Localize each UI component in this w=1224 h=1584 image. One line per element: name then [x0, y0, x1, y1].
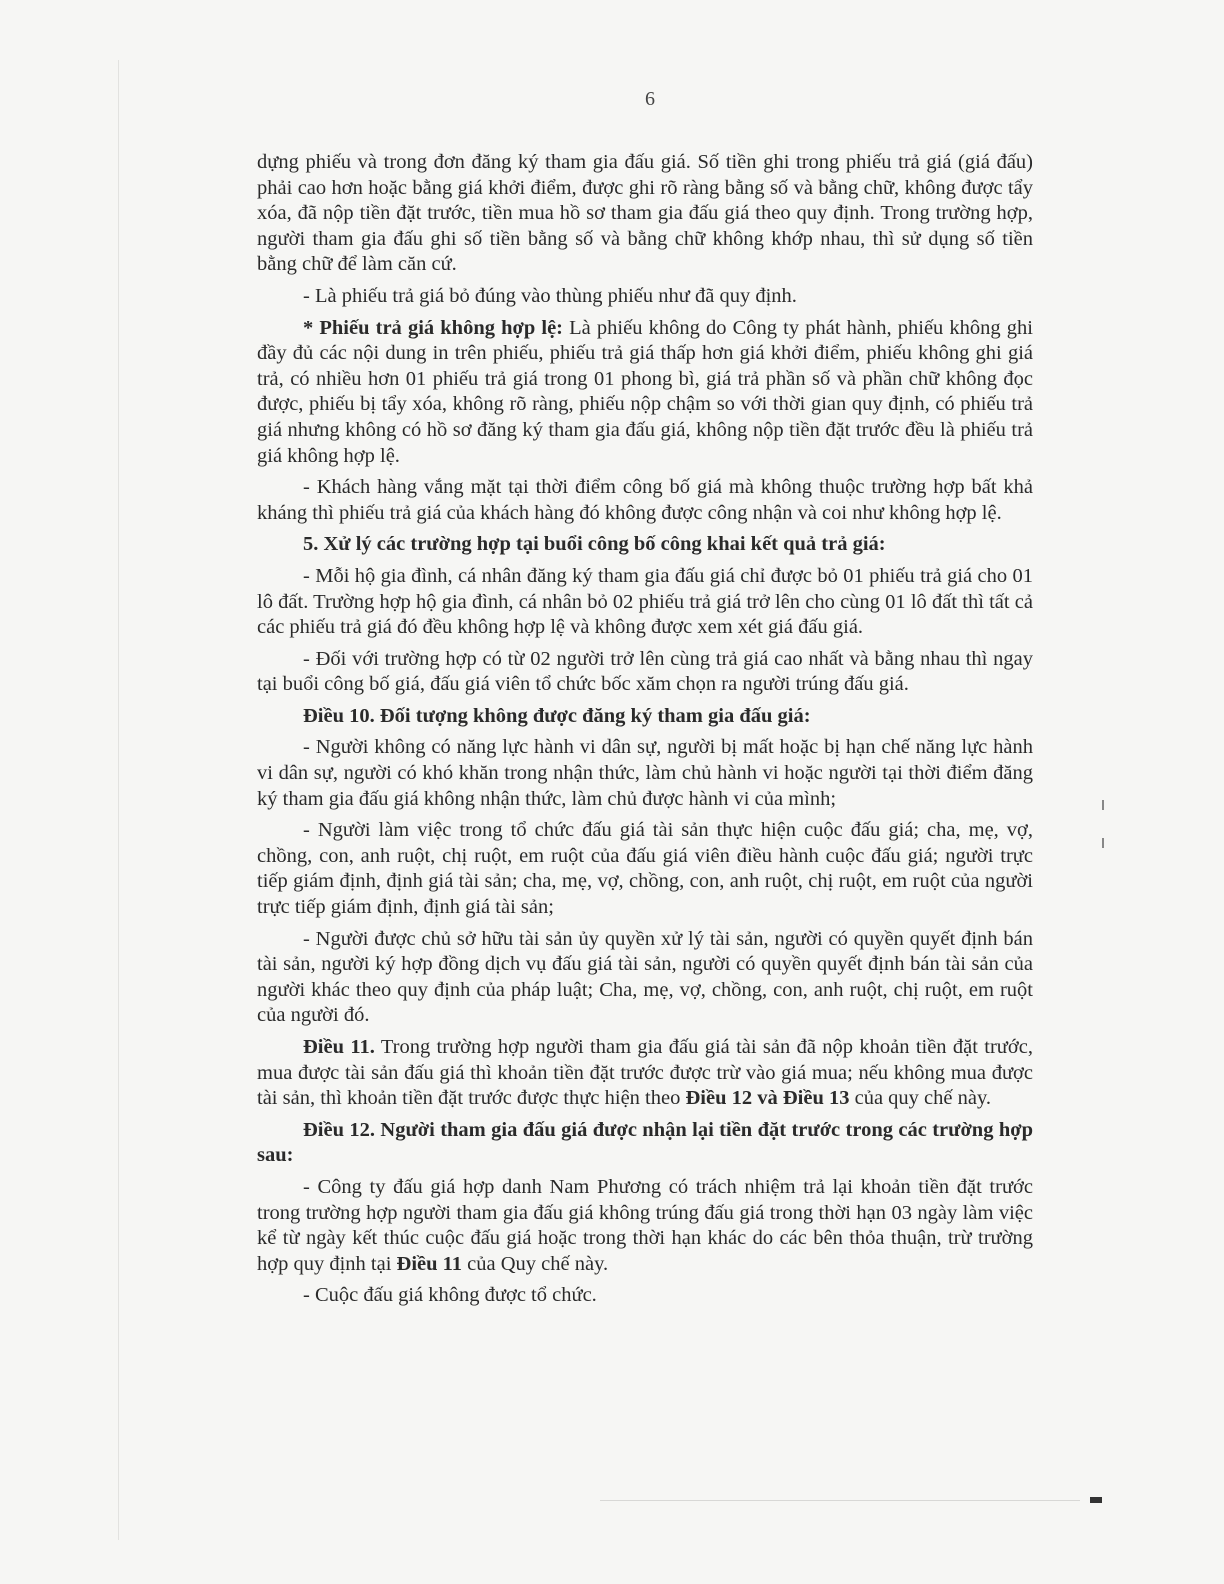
bold-text: Điều 11 [396, 1252, 463, 1275]
paragraph [257, 1175, 1033, 1277]
scan-edge-line [118, 60, 119, 1540]
paragraph [257, 532, 1033, 558]
page-number: 6 [645, 88, 655, 110]
text-segment: - Công ty đấu giá hợp danh Nam Phương có trách nhiệm trả lại khoản tiền đặt trước trong trường hợp người tham gia đấu giá không trúng đấu giá trong thời hạn 03 ngày làm việc kể từ ngày kết thúc cuộc đấu giá hoặc trong thời hạn khác do các bên thỏa thuận, trừ trường hợp quy định tại [257, 1175, 1033, 1275]
bold-text: Điều 12 và Điều 13 [685, 1087, 850, 1110]
paragraph [257, 150, 1033, 278]
text-segment: Là phiếu không do Công ty phát hành, phiếu không ghi đầy đủ các nội dung in trên phiếu, phiếu trả giá thấp hơn giá khởi điểm, phiếu không ghi giá trả, có nhiều hơn 01 phiếu trả giá trong 01 phong bì, giá trả phần số và phần chữ không đọc được, phiếu bị tẩy xóa, không rõ ràng, phiếu nộp chậm so với thời gian quy định, có phiếu trả giá nhưng không có hồ sơ đăng ký tham gia đấu giá, không nộp tiền đặt trước đều là phiếu trả giá không hợp lệ. [257, 316, 1034, 467]
paragraph [257, 818, 1033, 920]
bottom-mark [1090, 1497, 1102, 1503]
paragraph [257, 927, 1033, 1029]
paragraph [257, 564, 1033, 641]
bold-text: Điều 11. [303, 1036, 375, 1058]
scan-mark [1102, 800, 1104, 810]
paragraph [257, 1283, 1033, 1309]
text-segment: - Khách hàng vắng mặt tại thời điểm công bố giá mà không thuộc trường hợp bất khả kháng thì phiếu trả giá của khách hàng đó không được công nhận và coi như không hợp lệ. [257, 476, 1033, 524]
text-segment: - Là phiếu trả giá bỏ đúng vào thùng phiếu như đã quy định. [303, 284, 797, 307]
paragraph [257, 735, 1033, 812]
text-segment: Trong trường hợp người tham gia đấu giá tài sản đã nộp khoản tiền đặt trước, mua được tài sản đấu giá thì khoản tiền đặt trước được trừ vào giá mua; nếu không mua được tài sản, thì khoản tiền đặt trước được thực hiện theo [257, 1036, 1033, 1110]
bold-text: 5. Xử lý các trường hợp tại buổi công bố công khai kết quả trả giá: [303, 533, 886, 556]
paragraph [257, 1118, 1033, 1169]
paragraph [257, 704, 1033, 730]
text-segment: - Mỗi hộ gia đình, cá nhân đăng ký tham gia đấu giá chỉ được bỏ 01 phiếu trả giá cho 01 lô đất. Trường hợp hộ gia đình, cá nhân bỏ 02 phiếu trả giá trở lên cho cùng 01 lô đất thì tất cả các phiếu trả giá đó đều không hợp lệ và không được xem xét giá đấu giá. [257, 564, 1033, 639]
bold-text: * Phiếu trả giá không hợp lệ: [303, 316, 564, 339]
text-segment: - Người làm việc trong tổ chức đấu giá tài sản thực hiện cuộc đấu giá; cha, mẹ, vợ, chồng, con, anh ruột, chị ruột, em ruột của đấu giá viên điều hành cuộc đấu giá; người trực tiếp giám định, định giá tài sản; cha, mẹ, vợ, chồng, con, anh ruột, chị ruột, em ruột của người trực tiếp giám định, định giá tài sản; [257, 819, 1033, 919]
bold-text: Điều 12. Người tham gia đấu giá được nhận lại tiền đặt trước trong các trường hợp sau: [257, 1118, 1033, 1167]
bold-text: Điều 10. Đối tượng không được đăng ký tham gia đấu giá: [303, 704, 811, 727]
paragraph [257, 647, 1033, 698]
paragraph [257, 316, 1033, 470]
bottom-rule [600, 1500, 1080, 1501]
paragraph [257, 475, 1033, 526]
text-segment: dựng phiếu và trong đơn đăng ký tham gia đấu giá. Số tiền ghi trong phiếu trả giá (giá đấu) phải cao hơn hoặc bằng giá khởi điểm, được ghi rõ ràng bằng số và bằng chữ, không được tẩy xóa, đã nộp tiền đặt trước, tiền mua hồ sơ tham gia đấu giá theo quy định. Trong trường hợp, người tham gia đấu ghi số tiền bằng số và bằng chữ không khớp nhau, thì sử dụng số tiền bằng chữ để làm căn cứ. [257, 151, 1033, 276]
paragraph [257, 1035, 1033, 1112]
text-segment: của quy chế này. [849, 1087, 992, 1110]
text-segment: - Cuộc đấu giá không được tổ chức. [303, 1284, 597, 1307]
paragraph [257, 284, 1033, 310]
document-body [257, 150, 1033, 1315]
scan-mark [1102, 838, 1104, 848]
text-segment: - Người được chủ sở hữu tài sản ủy quyền xử lý tài sản, người có quyền quyết định bán tài sản, người ký hợp đồng dịch vụ đấu giá tài sản, người có quyền quyết định bán tài sản của người khác theo quy định của pháp luật; Cha, mẹ, vợ, chồng, con, anh ruột, chị ruột, em ruột của người đó. [257, 927, 1033, 1027]
text-segment: của Quy chế này. [462, 1252, 609, 1275]
text-segment: - Người không có năng lực hành vi dân sự, người bị mất hoặc bị hạn chế năng lực hành vi dân sự, người có khó khăn trong nhận thức, làm chủ hành vi hoặc người tại thời điểm đăng ký tham gia đấu giá không nhận thức, làm chủ được hành vi của mình; [257, 736, 1033, 810]
text-segment: - Đối với trường hợp có từ 02 người trở lên cùng trả giá cao nhất và bằng nhau thì ngay tại buổi công bố giá, đấu giá viên tổ chức bốc xăm chọn ra người trúng đấu giá. [257, 647, 1033, 696]
